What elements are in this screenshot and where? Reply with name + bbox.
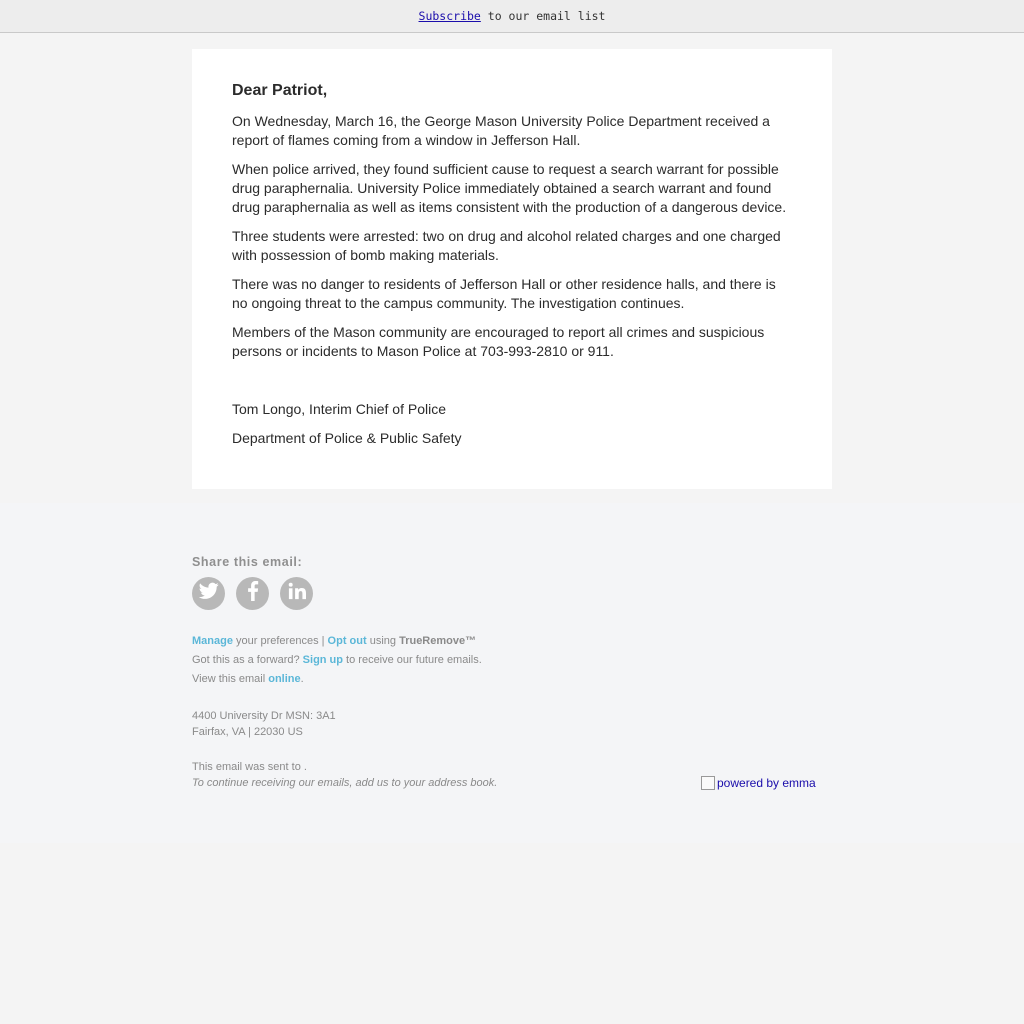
address-line-1: 4400 University Dr MSN: 3A1 (192, 710, 336, 722)
facebook-share-button[interactable] (236, 577, 269, 610)
preferences-line (192, 632, 832, 651)
address-line-2: Fairfax, VA | 22030 US (192, 726, 303, 738)
forward-text: Got this as a forward? (192, 654, 303, 666)
paragraph-arrests: Three students were arrested: two on drug and alcohol related charges and one charged with possession of bomb making materials. (232, 228, 781, 263)
signature-spacer (232, 371, 792, 400)
paragraph-report-crimes: Members of the Mason community are encouraged to report all crimes and suspicious persons or incidents to Mason Police at 703-993-2810 or 911. (232, 324, 765, 359)
subscribe-link[interactable]: Subscribe (418, 9, 481, 23)
view-online-link[interactable]: online (268, 673, 301, 685)
email-footer (192, 555, 832, 791)
view-online-line (192, 670, 832, 689)
paragraph-incident-report: On Wednesday, March 16, the George Mason University Police Department received a report of flames coming from a window in Jefferson Hall. (232, 113, 770, 148)
signature-name: Tom Longo, Interim Chief of Police (232, 401, 446, 417)
sign-up-link[interactable]: Sign up (302, 654, 343, 666)
view-online-text: View this email (192, 673, 269, 685)
sign-up-text: to receive our future emails. (343, 654, 482, 666)
linkedin-icon (288, 582, 306, 605)
share-title: Share this email: (192, 555, 303, 569)
forward-line (192, 651, 832, 670)
greeting-heading: Dear Patriot, (232, 82, 328, 99)
signature-department: Department of Police & Public Safety (232, 430, 462, 446)
paragraph-no-danger: There was no danger to residents of Jefferson Hall or other residence halls, and there is no ongoing threat to the campus community. The investigation continues. (232, 276, 776, 311)
facebook-icon (247, 581, 259, 606)
email-body-card (192, 49, 832, 489)
subscribe-bar (0, 0, 1024, 33)
powered-by-emma-alt: powered by emma (717, 776, 816, 790)
paragraph-search-warrant: When police arrived, they found sufficient cause to request a search warrant for possible drug paraphernalia. University Police immediately obtained a search warrant and found drug paraphernalia as well as items consistent with the production of a dangerous device. (232, 161, 787, 215)
sent-to-text: This email was sent to . (192, 761, 307, 773)
linkedin-share-button[interactable] (280, 577, 313, 610)
subscribe-bar-text: to our email list (480, 9, 606, 23)
opt-out-text: using (366, 635, 400, 647)
powered-by-emma-link[interactable] (701, 776, 816, 790)
opt-out-link[interactable]: Opt out (327, 635, 367, 647)
twitter-share-button[interactable] (192, 577, 225, 610)
manage-preferences-link[interactable]: Manage (192, 635, 233, 647)
manage-text: your preferences | (232, 635, 328, 647)
broken-image-icon (701, 776, 715, 790)
trueremove-label: TrueRemove™ (399, 635, 477, 647)
twitter-icon (199, 582, 219, 605)
mailing-address (192, 708, 832, 740)
address-book-text: To continue receiving our emails, add us to your address book. (192, 777, 498, 789)
view-online-end: . (300, 673, 304, 685)
social-share-row (192, 577, 832, 610)
